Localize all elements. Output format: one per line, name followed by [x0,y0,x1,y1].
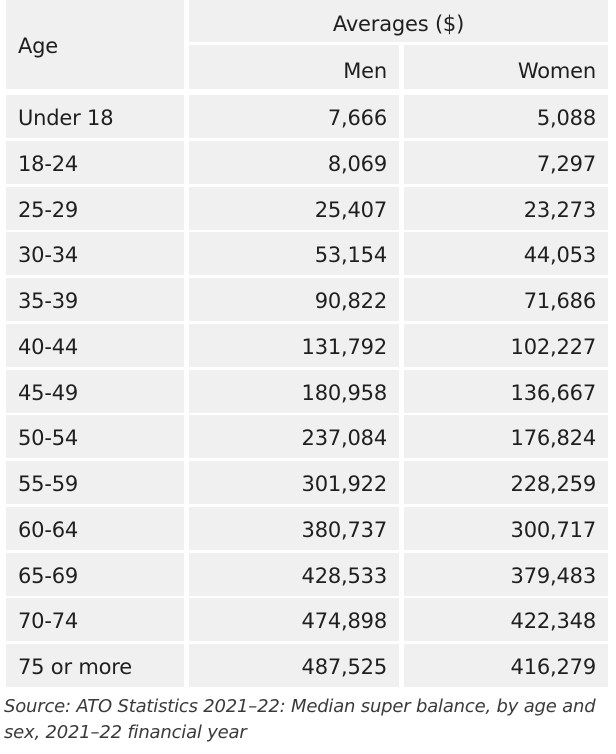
age-column-header: Age [6,0,184,89]
table-row [4,187,608,230]
age-cell: 25-29 [6,187,184,230]
age-cell: 45-49 [6,370,184,413]
age-cell: 18-24 [6,141,184,184]
women-value-cell: 5,088 [404,95,608,138]
women-value-cell: 176,824 [404,415,608,458]
source-note: Source: ATO Statistics 2021–22: Median super balance, by age and sex, 2021–22 financial year [4,696,596,743]
age-cell: 65-69 [6,553,184,596]
men-value-cell: 237,084 [189,415,399,458]
table-row [4,507,608,550]
women-value-cell: 71,686 [404,278,608,321]
table-row [4,278,608,321]
women-value-cell: 300,717 [404,507,608,550]
averages-group-header: Averages ($) [189,0,608,42]
table-row [4,461,608,504]
table-row [4,415,608,458]
age-cell: 75 or more [6,644,184,687]
table-row [4,232,608,275]
women-value-cell: 102,227 [404,324,608,367]
men-value-cell: 90,822 [189,278,399,321]
age-cell: 60-64 [6,507,184,550]
women-value-cell: 44,053 [404,232,608,275]
table-row [4,95,608,138]
table-row [4,324,608,367]
men-value-cell: 25,407 [189,187,399,230]
women-value-cell: 422,348 [404,598,608,641]
women-value-cell: 23,273 [404,187,608,230]
table-row [4,370,608,413]
table-header [4,0,608,91]
super-balance-table [4,0,608,679]
men-value-cell: 53,154 [189,232,399,275]
age-cell: 30-34 [6,232,184,275]
table-row [4,644,608,687]
age-cell: 70-74 [6,598,184,641]
men-column-header: Men [189,45,399,89]
men-value-cell: 474,898 [189,598,399,641]
women-value-cell: 416,279 [404,644,608,687]
men-value-cell: 8,069 [189,141,399,184]
men-value-cell: 131,792 [189,324,399,367]
table-body [4,95,608,690]
men-value-cell: 7,666 [189,95,399,138]
women-column-header: Women [404,45,608,89]
men-value-cell: 428,533 [189,553,399,596]
men-value-cell: 301,922 [189,461,399,504]
age-cell: Under 18 [6,95,184,138]
women-value-cell: 379,483 [404,553,608,596]
table-row [4,553,608,596]
women-value-cell: 228,259 [404,461,608,504]
table-row [4,598,608,641]
age-cell: 35-39 [6,278,184,321]
men-value-cell: 380,737 [189,507,399,550]
age-cell: 40-44 [6,324,184,367]
age-cell: 55-59 [6,461,184,504]
table-row [4,141,608,184]
men-value-cell: 180,958 [189,370,399,413]
age-cell: 50-54 [6,415,184,458]
women-value-cell: 136,667 [404,370,608,413]
men-value-cell: 487,525 [189,644,399,687]
women-value-cell: 7,297 [404,141,608,184]
